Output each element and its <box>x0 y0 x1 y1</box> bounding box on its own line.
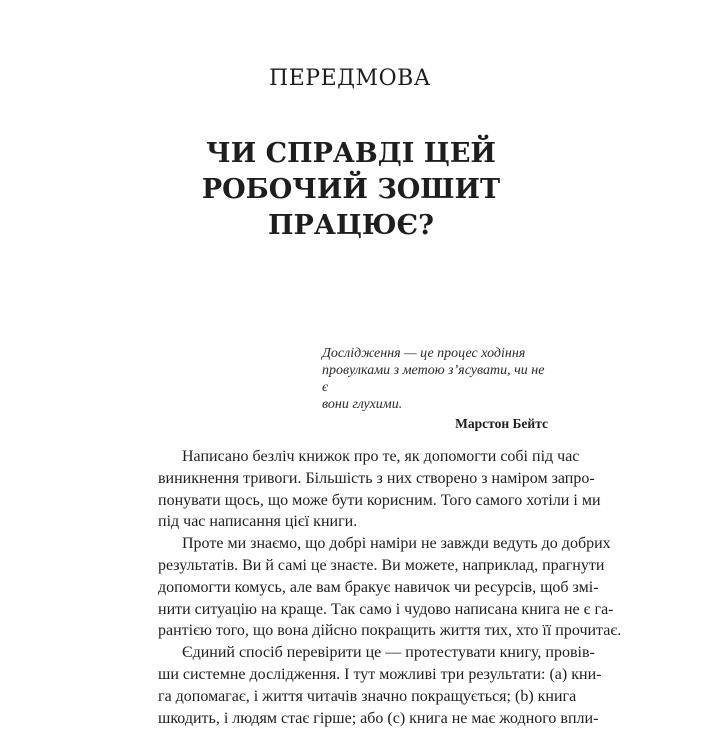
epigraph <box>322 345 548 432</box>
paragraph-3-line: Єдиний спосіб перевірити це — протестувати книгу, провів- <box>182 644 595 662</box>
paragraph-2-line: Проте ми знаємо, що добрі наміри не завжди ведуть до добрих <box>182 535 611 553</box>
paragraph-1-line: Написано безліч книжок про те, як допомогти собі під час <box>182 448 580 465</box>
epigraph-quote-line: провулками з метою з’ясувати, чи не є <box>322 363 545 395</box>
body-text <box>158 446 622 729</box>
paragraph-2-line: результатів. Ви й самі це знаєте. Ви можете, наприклад, прагнути <box>158 556 605 574</box>
paragraph-2-line: нити ситуацію на краще. Так само і чудово написана книга не є га- <box>158 600 614 618</box>
chapter-title-line-2: РОБОЧИЙ ЗОШИТ <box>201 174 501 205</box>
epigraph-quote-line: Дослідження — це процес ходіння <box>322 346 526 361</box>
epigraph-author: Марстон Бейтс <box>455 416 548 431</box>
chapter-title-line-3: ПРАЦЮЄ? <box>268 210 434 241</box>
section-label: ПЕРЕДМОВА <box>269 66 431 91</box>
chapter-title-line-1: ЧИ СПРАВДІ ЦЕЙ <box>206 138 496 169</box>
paragraph-3-line: ши системне дослідження. І тут можливі три результати: (а) кни- <box>158 665 602 683</box>
paragraph-2-line: рантією того, що вона дійсно покращить життя тих, хто її прочитає. <box>158 622 622 640</box>
epigraph-quote-line: вони глухими. <box>322 397 403 412</box>
chapter-title <box>0 136 702 244</box>
paragraph-3-line: шкодить, і людям стає гірше; або (c) книга не має жодного впли- <box>158 709 599 727</box>
paragraph-3-line: га допомагає, і життя читачів значно покращується; (b) книга <box>158 687 577 705</box>
paragraph-1-line: понувати щось, що може бути корисним. Того самого хотіли і ми <box>158 491 601 509</box>
paragraph-1-line: під час написання цієї книги. <box>158 513 358 531</box>
paragraph-2-line: допомогти комусь, але вам бракує навичок чи ресурсів, щоб змі- <box>158 578 599 596</box>
paragraph-1-line: виникнення тривоги. Більшість з них створено з наміром запро- <box>158 469 595 487</box>
epigraph-quote <box>322 345 548 413</box>
